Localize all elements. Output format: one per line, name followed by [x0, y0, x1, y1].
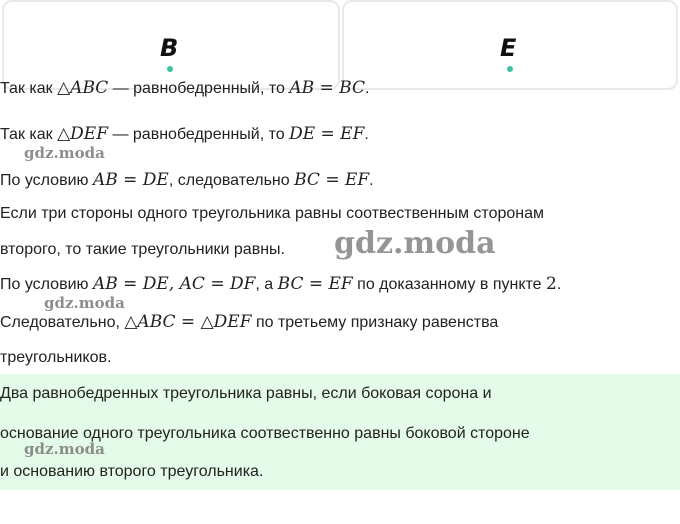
text-line-3: По условию AB = DE, следовательно BC = EF. [0, 170, 374, 190]
vertex-label-b: B [160, 34, 179, 62]
text-line-8: треугольников. [0, 349, 112, 366]
vertex-marker-b [167, 66, 173, 72]
text-line-7: Следовательно, △ABC = △DEF по третьему признаку равенства [0, 312, 499, 332]
text-line-5: второго, то такие треугольники равны. [0, 241, 285, 258]
text-line-2: Так как △DEF — равнобедренный, то DE = EF. [0, 124, 369, 144]
text-line-4: Если три стороны одного треугольника равны соотвественным сторонам [0, 205, 544, 222]
watermark: gdz.moda [24, 144, 105, 162]
vertex-cards [0, 0, 680, 72]
watermark-large: gdz.moda [334, 226, 496, 261]
vertex-label-e: E [500, 34, 517, 62]
text-line-6: По условию AB = DE, AC = DF, а BC = EF по доказанному в пункте 2. [0, 274, 562, 294]
text-line-1: Так как △ABC — равнобедренный, то AB = BC. [0, 78, 370, 98]
conclusion-line-1: Два равнобедренных треугольника равны, если боковая сорона и [0, 385, 492, 402]
conclusion-line-3: и основанию второго треугольника. [0, 463, 264, 480]
watermark: gdz.moda [44, 294, 125, 312]
conclusion-line-2: основание одного треугольника соотвественно равны боковой стороне [0, 425, 530, 442]
watermark: gdz.moda [24, 440, 105, 458]
vertex-marker-e [507, 66, 513, 72]
